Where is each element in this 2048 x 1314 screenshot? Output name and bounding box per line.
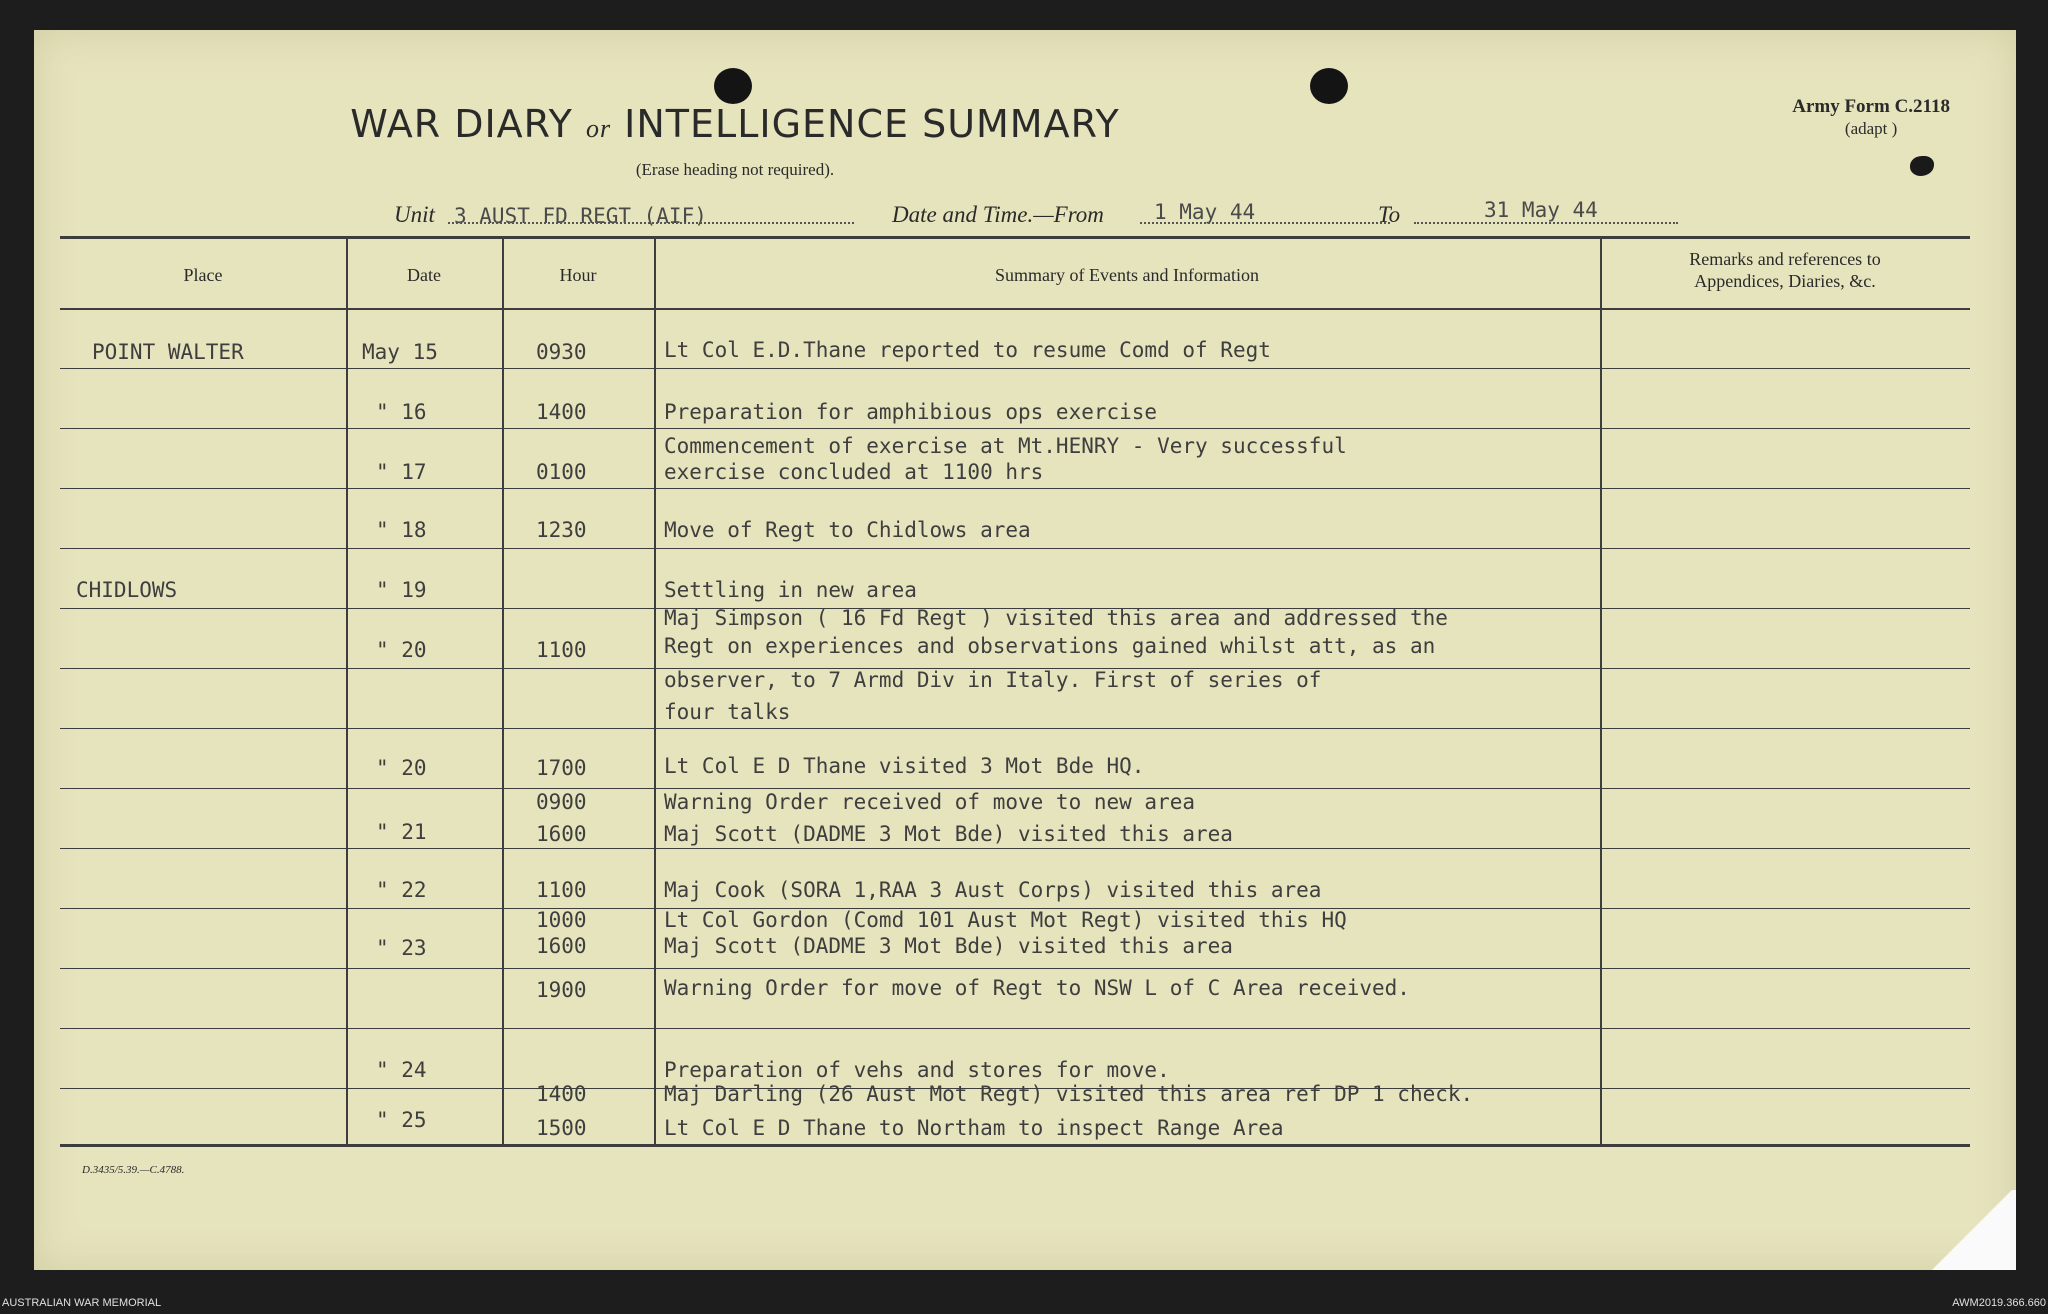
col-divider (346, 236, 348, 1146)
entry-date: " 23 (376, 936, 427, 960)
entry-date: " 18 (376, 518, 427, 542)
row-rule (60, 368, 1970, 369)
date-to-dotted-line (1414, 222, 1678, 224)
form-number: Army Form C.2118 (1792, 96, 1950, 117)
entry-hour: 1400 (536, 400, 587, 424)
col-header-place: Place (183, 265, 223, 285)
entry-text-continued: Maj Scott (DADME 3 Mot Bde) visited this area (664, 934, 1233, 958)
entry-date: " 21 (376, 820, 427, 844)
unit-label: Unit (394, 202, 435, 227)
entry-text: Commencement of exercise at Mt.HENRY - Very successful (664, 434, 1347, 458)
entry-place: POINT WALTER (92, 340, 244, 364)
entry-text-continued: four talks (664, 700, 791, 724)
punch-hole (1310, 68, 1348, 104)
row-rule (60, 428, 1970, 429)
col-divider (654, 236, 656, 1146)
diary-sheet (34, 30, 2016, 1270)
row-rule (60, 728, 1970, 729)
date-to-value: 31 May 44 (1484, 198, 1598, 222)
date-to-label: To (1378, 202, 1401, 227)
title-intelligence-summary: INTELLIGENCE SUMMARY (624, 102, 1120, 146)
col-header-remarks (1600, 248, 1970, 292)
page-title (0, 102, 1726, 146)
date-from-dotted-line (1140, 222, 1390, 224)
header-rule (60, 308, 1970, 310)
entry-text: Warning Order for move of Regt to NSW L of C Area received. (664, 976, 1410, 1000)
entry-place: CHIDLOWS (76, 578, 178, 602)
entry-text: Maj Simpson ( 16 Fd Regt ) visited this area and addressed the (664, 606, 1448, 630)
title-war-diary: WAR DIARY (350, 102, 573, 146)
entry-hour: 1900 (536, 978, 587, 1002)
entry-text-continued: Maj Scott (DADME 3 Mot Bde) visited this area (664, 822, 1233, 846)
form-reference (1792, 96, 1950, 140)
remarks-line-1: Remarks and references to (1689, 249, 1881, 269)
row-rule (60, 488, 1970, 489)
credit-left: AUSTRALIAN WAR MEMORIAL (2, 1297, 162, 1309)
date-from-label: Date and Time.—From (892, 202, 1104, 227)
col-divider (1600, 236, 1602, 1146)
entry-text: Preparation of vehs and stores for move. (664, 1058, 1170, 1082)
entry-text: Settling in new area (664, 578, 917, 602)
subtitle: (Erase heading not required). (635, 160, 835, 179)
entry-text-continued: Lt Col E D Thane to Northam to inspect Range Area (664, 1116, 1284, 1140)
entry-hour: 1230 (536, 518, 587, 542)
form-adapted: (adapt ) (1844, 119, 1898, 138)
entry-text: Preparation for amphibious ops exercise (664, 400, 1158, 424)
entry-date: " 24 (376, 1058, 427, 1082)
entry-hour-second: 1600 (536, 822, 587, 846)
title-or: or (585, 114, 612, 143)
entry-text-continued: Regt on experiences and observations gained whilst att, as an (664, 634, 1436, 658)
remarks-line-2: Appendices, Diaries, &c. (1694, 271, 1876, 291)
entry-text: Lt Col E.D.Thane reported to resume Comd of Regt (664, 338, 1271, 362)
col-header-hour: Hour (559, 265, 597, 285)
entry-hour: 1700 (536, 756, 587, 780)
entry-text: Maj Darling (26 Aust Mot Regt) visited this area ref DP 1 check. (664, 1082, 1474, 1106)
entry-date: May 15 (362, 340, 438, 364)
row-rule (60, 968, 1970, 969)
ink-blot (1910, 156, 1934, 176)
entry-text: Lt Col Gordon (Comd 101 Aust Mot Regt) visited this HQ (664, 908, 1347, 932)
col-divider (502, 236, 504, 1146)
row-rule (60, 788, 1970, 789)
diary-table (60, 236, 1970, 1180)
entry-text: Warning Order received of move to new area (664, 790, 1196, 814)
entry-hour: 0930 (536, 340, 587, 364)
punch-hole (714, 68, 752, 104)
date-from-value: 1 May 44 (1154, 200, 1256, 224)
entry-text-continued: exercise concluded at 1100 hrs (664, 460, 1044, 484)
page-curl (1926, 1190, 2016, 1270)
entry-text: Maj Cook (SORA 1,RAA 3 Aust Corps) visited this area (664, 878, 1322, 902)
unit-value: 3 AUST FD REGT (AIF) (454, 204, 707, 228)
entry-date: " 17 (376, 460, 427, 484)
row-rule (60, 848, 1970, 849)
entry-hour-second: 1500 (536, 1116, 587, 1140)
row-rule (60, 548, 1970, 549)
entry-date: " 20 (376, 756, 427, 780)
col-header-date: Date (407, 265, 441, 285)
entry-date: " 25 (376, 1108, 427, 1132)
credit-right: AWM2019.366.660 (1952, 1297, 2046, 1309)
entry-text: Move of Regt to Chidlows area (664, 518, 1031, 542)
entry-hour: 1100 (536, 638, 587, 662)
col-header-summary: Summary of Events and Information (995, 265, 1259, 285)
entry-hour: 0900 (536, 790, 587, 814)
entry-date: " 19 (376, 578, 427, 602)
entry-hour-second: 1600 (536, 934, 587, 958)
row-rule (60, 1028, 1970, 1029)
entry-hour: 0100 (536, 460, 587, 484)
entry-text-continued: observer, to 7 Armd Div in Italy. First of series of (664, 668, 1322, 692)
entry-text: Lt Col E D Thane visited 3 Mot Bde HQ. (664, 754, 1145, 778)
entry-hour: 1000 (536, 908, 587, 932)
entry-date: " 20 (376, 638, 427, 662)
entry-hour: 1400 (536, 1082, 587, 1106)
print-reference: D.3435/5.39.—C.4788. (82, 1164, 185, 1176)
unit-dotted-line (448, 222, 854, 224)
entry-date: " 16 (376, 400, 427, 424)
entry-date: " 22 (376, 878, 427, 902)
entry-hour: 1100 (536, 878, 587, 902)
